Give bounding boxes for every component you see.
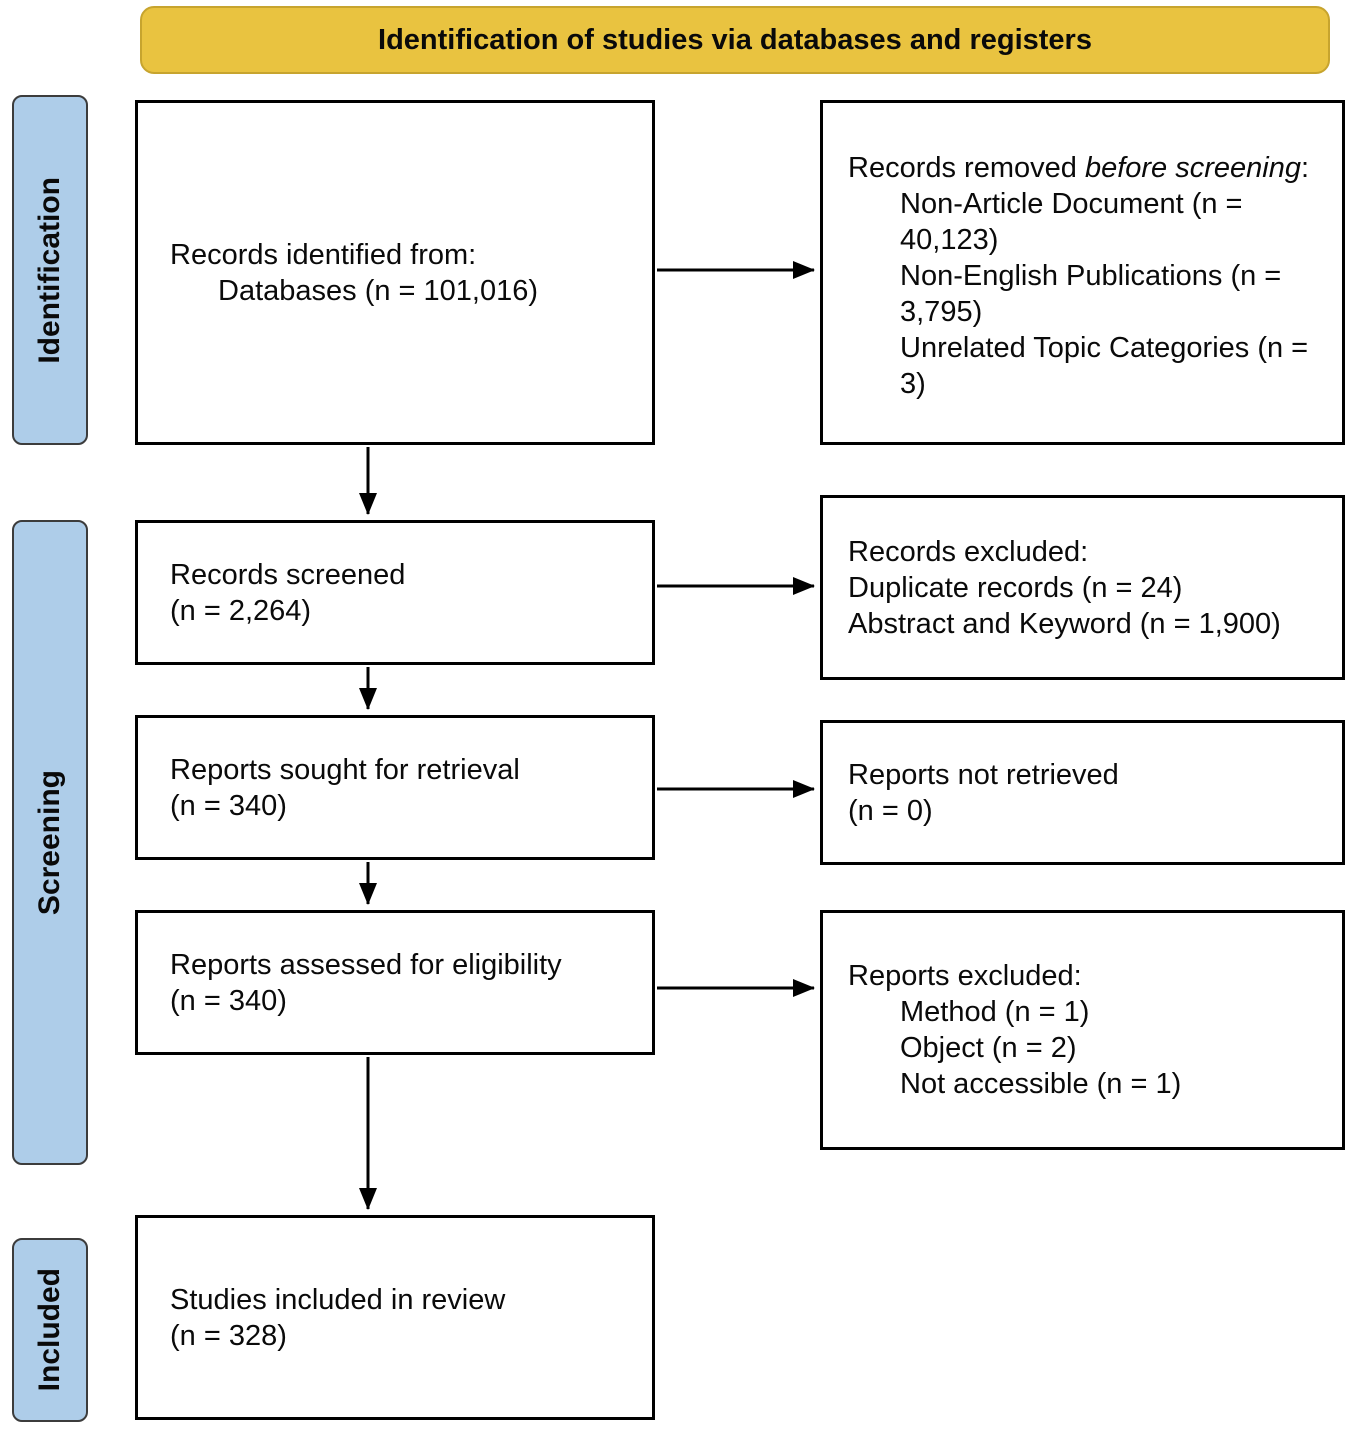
stage-included-text: Included: [33, 1268, 66, 1392]
records-removed-title-prefix: Records removed: [848, 151, 1085, 184]
reports-assessed-line1: Reports assessed for eligibility: [170, 948, 562, 981]
records-removed-title: [848, 150, 1324, 186]
box-reports-assessed: [135, 910, 655, 1055]
box-records-excluded: [820, 495, 1345, 680]
reports-excluded-item: Method (n = 1): [900, 996, 1090, 1028]
banner-title: Identification of studies via databases and registers: [378, 23, 1092, 56]
records-excluded-item: Duplicate records (n = 24): [848, 571, 1183, 604]
records-removed-title-italic: before screening: [1084, 151, 1301, 184]
studies-included-line2: (n = 328): [170, 1319, 287, 1352]
records-screened-line1: Records screened: [170, 558, 406, 591]
reports-excluded-item: Not accessible (n = 1): [900, 1068, 1182, 1100]
reports-excluded-item: Object (n = 2): [900, 1032, 1077, 1064]
reports-not-retrieved-line1: Reports not retrieved: [848, 758, 1119, 791]
studies-included-line1: Studies included in review: [170, 1283, 506, 1316]
records-excluded-title: Records excluded:: [848, 535, 1089, 568]
box-reports-sought: [135, 715, 655, 860]
records-removed-item: Non-Article Document (n = 40,123): [900, 187, 1243, 256]
box-reports-excluded: [820, 910, 1345, 1150]
stage-identification-text: Identification: [33, 176, 66, 364]
box-records-removed: [820, 100, 1345, 445]
records-removed-title-suffix: :: [1300, 151, 1310, 184]
reports-not-retrieved-line2: (n = 0): [848, 794, 933, 827]
reports-assessed-line2: (n = 340): [170, 984, 287, 1017]
stage-screening-text: Screening: [33, 769, 66, 916]
records-excluded-item: Abstract and Keyword (n = 1,900): [848, 607, 1281, 640]
box-studies-included: [135, 1215, 655, 1420]
records-identified-line1: Records identified from:: [170, 238, 477, 271]
box-records-screened: [135, 520, 655, 665]
box-reports-not-retrieved: [820, 720, 1345, 865]
box-records-identified: [135, 100, 655, 445]
stage-label-included: [12, 1238, 88, 1422]
records-removed-item: Unrelated Topic Categories (n = 3): [900, 331, 1309, 400]
banner: [140, 6, 1330, 74]
reports-excluded-title: Reports excluded:: [848, 960, 1082, 992]
records-screened-line2: (n = 2,264): [170, 594, 312, 627]
records-identified-line2: Databases (n = 101,016): [218, 274, 539, 307]
records-removed-item: Non-English Publications (n = 3,795): [900, 259, 1282, 328]
reports-sought-line1: Reports sought for retrieval: [170, 753, 520, 786]
stage-label-identification: [12, 95, 88, 445]
reports-sought-line2: (n = 340): [170, 789, 287, 822]
stage-label-screening: [12, 520, 88, 1165]
